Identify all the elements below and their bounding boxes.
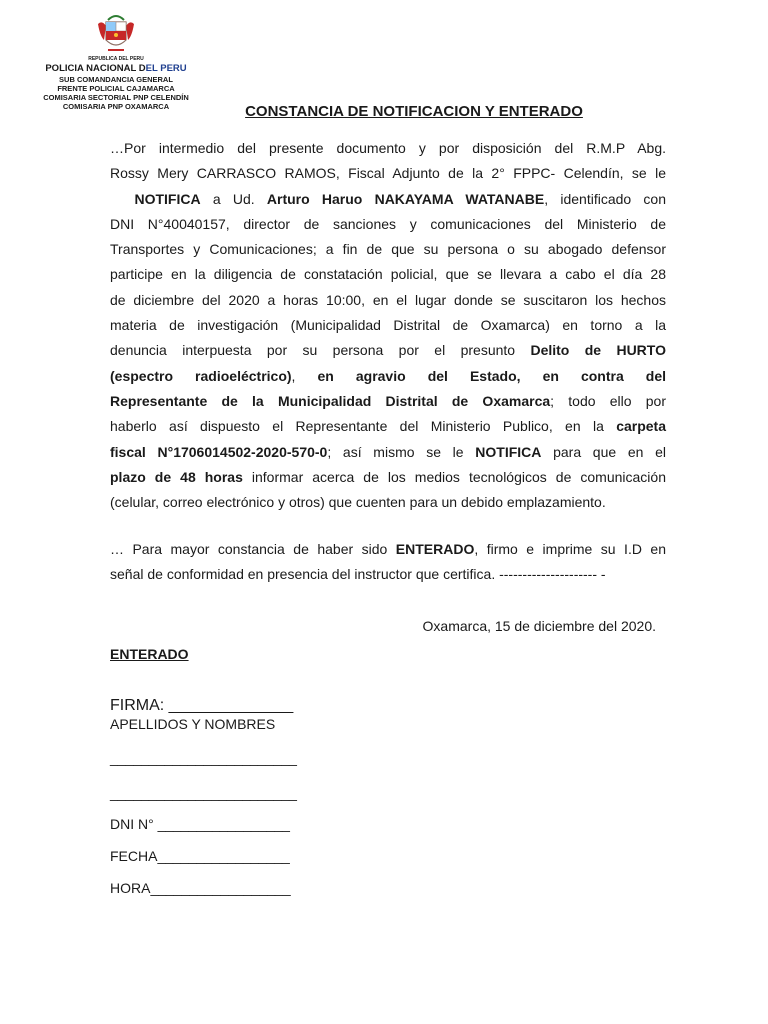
full-name-label: APELLIDOS Y NOMBRES bbox=[110, 716, 276, 732]
paragraph-line bbox=[110, 338, 666, 363]
header-line: FRENTE POLICIAL CAJAMARCA bbox=[57, 84, 175, 93]
paragraph-line bbox=[110, 187, 666, 212]
header-line: SUB COMANDANCIA GENERAL bbox=[59, 75, 173, 84]
bold-text: NOTIFICA bbox=[475, 443, 542, 460]
text-run: , identificado con bbox=[544, 190, 666, 207]
dni-field: DNI N° _________________ bbox=[110, 816, 290, 832]
paragraph-line bbox=[110, 389, 666, 414]
document-title: CONSTANCIA DE NOTIFICACION Y ENTERADO bbox=[245, 103, 583, 120]
text-run: … Para mayor constancia de haber sido bbox=[110, 541, 396, 557]
text-run: para que en el bbox=[541, 443, 667, 460]
national-coat-of-arms-icon bbox=[94, 10, 138, 58]
acknowledgement-paragraph bbox=[110, 537, 666, 588]
organization-name-part: EL PERU bbox=[145, 63, 187, 74]
bold-text: fiscal N°1706014502-2020-570-0 bbox=[110, 443, 328, 460]
organization-name bbox=[36, 63, 196, 75]
paragraph-line bbox=[110, 537, 666, 562]
text-run: señal de conformidad en presencia del instructor que certifica. --------------------- - bbox=[110, 566, 606, 583]
paragraph-line bbox=[110, 465, 666, 490]
paragraph-line bbox=[110, 440, 666, 465]
text-run: participe en la diligencia de constatación policial, que se llevara a cabo el día 28 bbox=[110, 266, 666, 283]
text-run: haberlo así dispuesto el Representante del Ministerio Publico, en la bbox=[110, 418, 617, 435]
full-name-line: ________________________ bbox=[110, 750, 297, 766]
full-name-line: ________________________ bbox=[110, 785, 297, 801]
text-run: ; así mismo se le bbox=[327, 443, 476, 460]
text-run: , firmo e imprime su I.D en bbox=[474, 541, 666, 557]
text-run bbox=[110, 191, 134, 207]
paragraph-line bbox=[110, 262, 666, 287]
signature-field: FIRMA: ______________ bbox=[110, 697, 294, 714]
paragraph-line bbox=[110, 313, 666, 338]
paragraph-line bbox=[110, 288, 666, 313]
text-run: informar acerca de los medios tecnológicos de comunicación bbox=[242, 468, 666, 485]
organization-name-part: POLICIA NACIONAL D bbox=[45, 63, 146, 74]
bold-text: plazo de 48 horas bbox=[110, 468, 243, 485]
bold-text: (espectro radioeléctrico) bbox=[110, 367, 292, 384]
enterado-heading: ENTERADO bbox=[110, 646, 189, 662]
paragraph-line bbox=[110, 237, 666, 262]
paragraph-line bbox=[110, 414, 666, 439]
paragraph-line bbox=[110, 364, 666, 389]
bold-text: NOTIFICA bbox=[134, 190, 201, 207]
text-run: , bbox=[291, 367, 318, 384]
paragraph-line bbox=[110, 490, 666, 515]
bold-text: en agravio del Estado, en contra del bbox=[317, 367, 667, 384]
text-run: DNI N°40040157, director de sanciones y comunicaciones del Ministerio de bbox=[110, 215, 666, 232]
text-run: (celular, correo electrónico y otros) que cuenten para un debido emplazamiento. bbox=[110, 494, 606, 511]
text-run: denuncia interpuesta por su persona por el presunto bbox=[110, 342, 531, 359]
text-run: materia de investigación (Municipalidad Distrital de Oxamarca) en torno a la bbox=[110, 317, 666, 334]
header-line: COMISARIA PNP OXAMARCA bbox=[62, 102, 170, 111]
bold-text: carpeta bbox=[616, 418, 666, 435]
bold-text: Delito de HURTO bbox=[530, 342, 666, 359]
paragraph-line bbox=[110, 562, 666, 587]
paragraph-line bbox=[110, 161, 666, 186]
emblem-caption: REPUBLICA DEL PERU bbox=[88, 56, 144, 62]
text-run: de diciembre del 2020 a horas 10:00, en el lugar donde se suscitaron los hechos bbox=[110, 291, 666, 308]
date-field: FECHA_________________ bbox=[110, 848, 290, 864]
notification-paragraph bbox=[110, 136, 666, 515]
header-line: COMISARIA SECTORIAL PNP CELENDÍN bbox=[43, 93, 189, 102]
letterhead bbox=[36, 10, 196, 111]
place-and-date: Oxamarca, 15 de diciembre del 2020. bbox=[422, 618, 656, 634]
bold-text: Representante de la Municipalidad Distrital de Oxamarca bbox=[110, 392, 551, 409]
text-run: a Ud. bbox=[200, 190, 267, 207]
paragraph-line bbox=[110, 136, 666, 161]
text-run: Transportes y Comunicaciones; a fin de que su persona o su abogado defensor bbox=[110, 241, 666, 258]
time-field: HORA__________________ bbox=[110, 880, 291, 896]
text-run: …Por intermedio del presente documento y por disposición del R.M.P Abg. bbox=[110, 140, 666, 156]
paragraph-line bbox=[110, 212, 666, 237]
bold-text: ENTERADO bbox=[395, 541, 475, 557]
bold-text: Arturo Haruo NAKAYAMA WATANABE bbox=[266, 190, 545, 207]
text-run: ; todo ello por bbox=[550, 392, 667, 409]
text-run: Rossy Mery CARRASCO RAMOS, Fiscal Adjunto de la 2° FPPC- Celendín, se le bbox=[110, 165, 666, 182]
